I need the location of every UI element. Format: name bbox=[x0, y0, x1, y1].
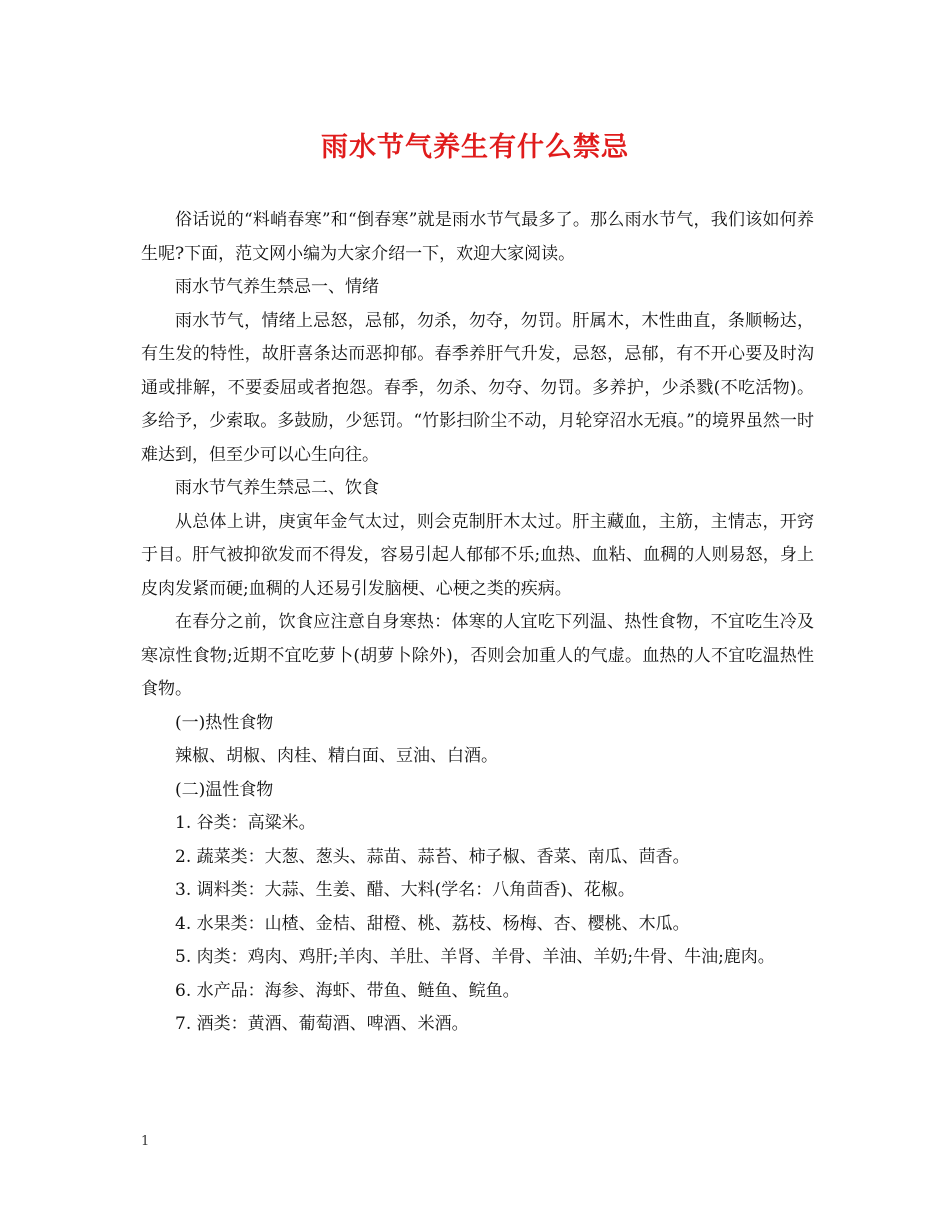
list-item: 5. 肉类：鸡肉、鸡肝;羊肉、羊肚、羊肾、羊骨、羊油、羊奶;牛骨、牛油;鹿肉。 bbox=[175, 947, 775, 967]
paragraph-diet-advice: 在春分之前，饮食应注意自身寒热：体寒的人宜吃下列温、热性食物，不宜吃生冷及寒凉性食物;近期不宜吃萝卜(胡萝卜除外)，否则会加重人的气虚。血热的人不宜吃温热性食物。 bbox=[141, 612, 814, 699]
subheading-hot-foods: (一)热性食物 bbox=[175, 712, 274, 733]
list-item: 7. 酒类：黄酒、葡萄酒、啤酒、米酒。 bbox=[175, 1014, 469, 1034]
list-hot-foods: 辣椒、胡椒、肉桂、精白面、豆油、白酒。 bbox=[175, 746, 498, 766]
section-heading-diet: 雨水节气养生禁忌二、饮食 bbox=[175, 478, 379, 498]
list-item: 4. 水果类：山楂、金桔、甜橙、桃、荔枝、杨梅、杏、樱桃、木瓜。 bbox=[175, 913, 690, 934]
paragraph-emotion: 雨水节气，情绪上忌怒，忌郁，勿杀，勿夺，勿罚。肝属木，木性曲直，条顺畅达，有生发的特性，故肝喜条达而恶抑郁。春季养肝气升发，忌怒，忌郁，有不开心要及时沟通或排解，不要委屈或者抱怨。春季，勿杀、勿夺、勿罚。多养护，少杀戮(不吃活物)。多给予，少索取。多鼓励，少惩罚。“竹影扫阶尘不动，月轮穿沼水无痕。”的境界虽然一时难达到，但至少可以心生向往。 bbox=[141, 310, 814, 465]
section-heading-emotion: 雨水节气养生禁忌一、情绪 bbox=[175, 277, 379, 297]
intro-paragraph: 俗话说的“料峭春寒”和“倒春寒”就是雨水节气最多了。那么雨水节气，我们该如何养生呢?下面，范文网小编为大家介绍一下，欢迎大家阅读。 bbox=[141, 210, 814, 264]
list-item: 3. 调料类：大蒜、生姜、醋、大料(学名：八角茴香)、花椒。 bbox=[175, 880, 635, 900]
page-title: 雨水节气养生有什么禁忌 bbox=[321, 132, 629, 163]
document-body bbox=[141, 204, 814, 1042]
list-item: 1. 谷类：高粱米。 bbox=[175, 813, 316, 833]
paragraph-diet-overview: 从总体上讲，庚寅年金气太过，则会克制肝木太过。肝主藏血，主筋，主情志，开窍于目。肝气被抑欲发而不得发，容易引起人郁郁不乐;血热、血粘、血稠的人则易怒，身上皮肉发紧而硬;血稠的人还易引发脑梗、心梗之类的疾病。 bbox=[141, 511, 814, 599]
list-item: 6. 水产品：海参、海虾、带鱼、鲢鱼、鲩鱼。 bbox=[175, 980, 520, 1001]
page-number: 1 bbox=[141, 1134, 150, 1149]
list-item: 2. 蔬菜类：大葱、葱头、蒜苗、蒜苔、柿子椒、香菜、南瓜、茴香。 bbox=[175, 846, 690, 867]
subheading-warm-foods: (二)温性食物 bbox=[175, 779, 274, 800]
